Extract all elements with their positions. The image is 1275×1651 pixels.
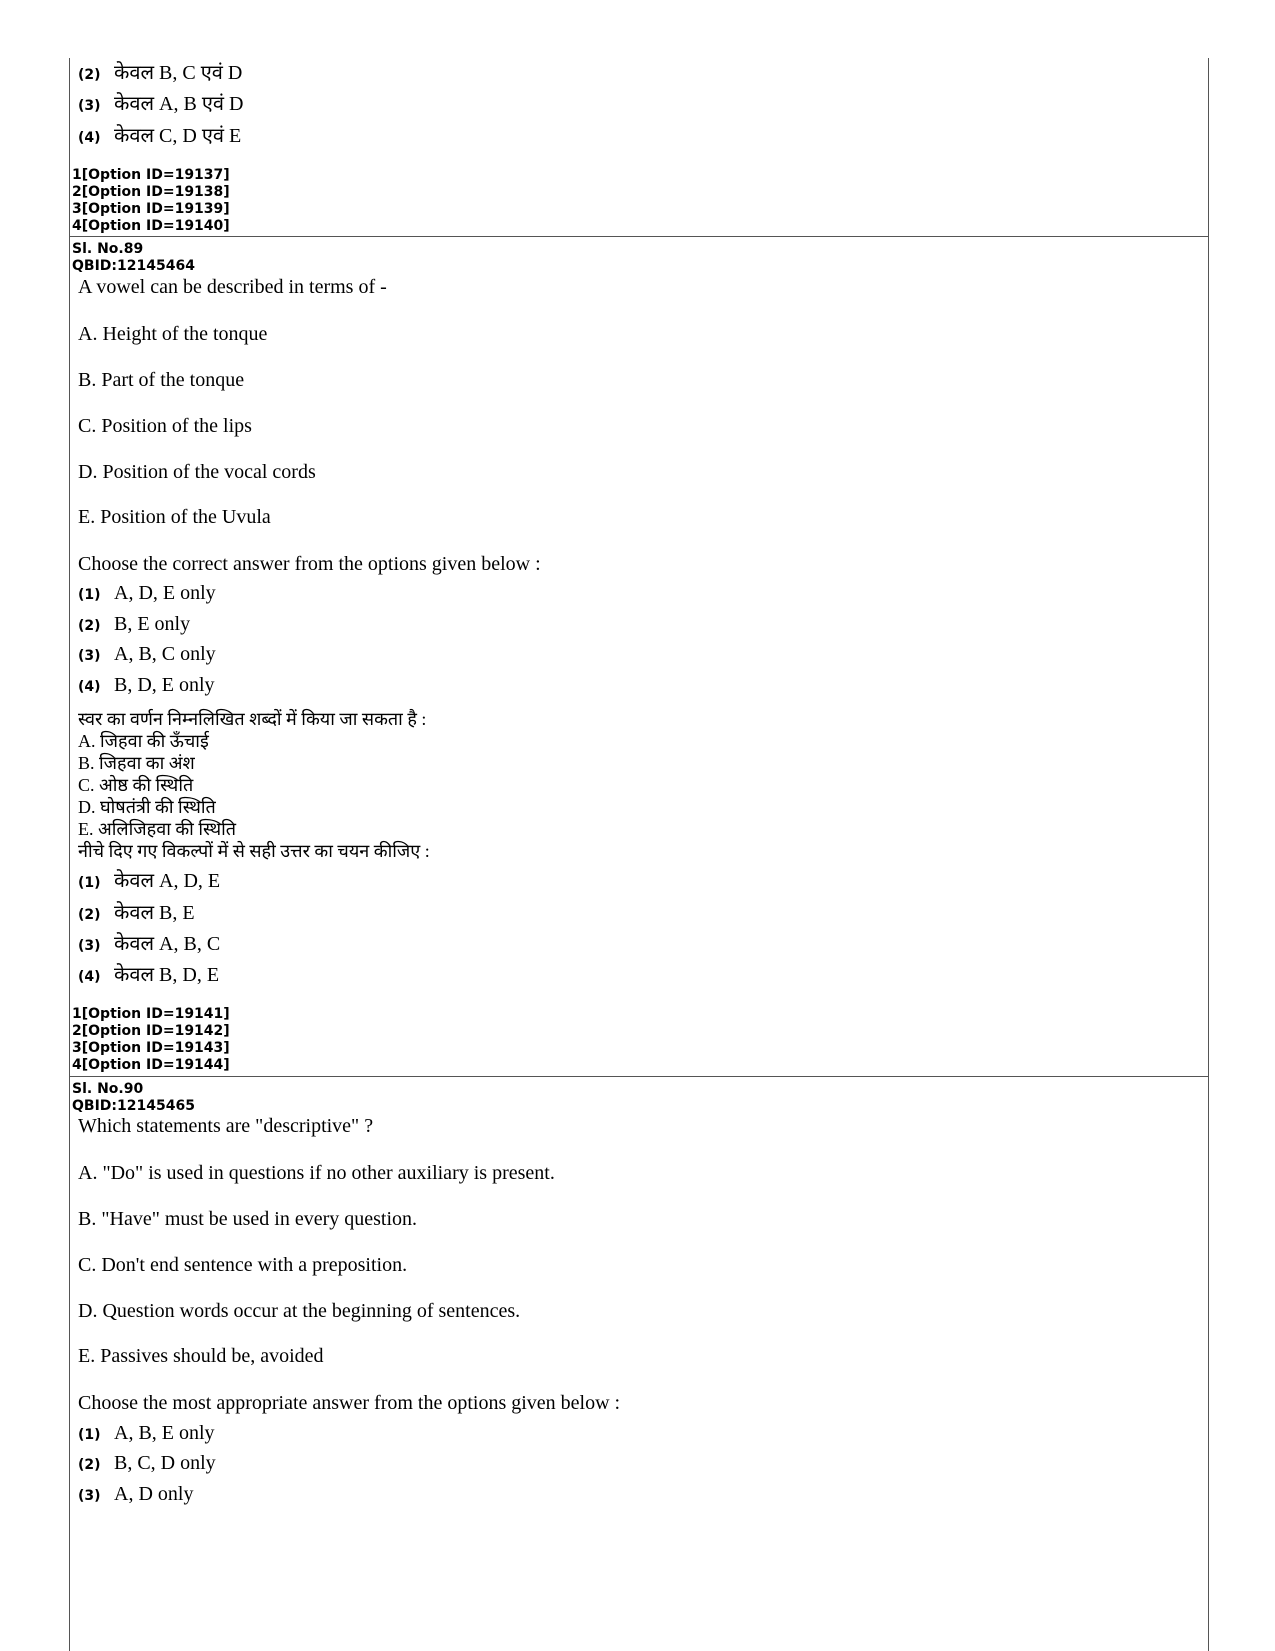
option-number: (4): [78, 969, 101, 985]
option-number: (4): [78, 679, 101, 695]
option-id: 2[Option ID=19142]: [72, 1023, 230, 1039]
option-number: (1): [78, 875, 101, 891]
option-number: (2): [78, 618, 101, 634]
option-number: (2): [78, 907, 101, 923]
q90-statement-a: A. "Do" is used in questions if no other auxiliary is present.: [78, 1162, 555, 1184]
option-text: केवल A, B एवं D: [114, 93, 244, 115]
q90-option-2: [78, 1452, 216, 1475]
q89-hindi-statement-d: D. घोषतंत्री की स्थिति: [78, 797, 216, 817]
prev-hindi-option-2: [78, 58, 242, 85]
option-text: A, B, E only: [114, 1422, 215, 1444]
serial-number: Sl. No.90: [72, 1081, 144, 1097]
question-divider: [69, 236, 1208, 237]
option-text: B, C, D only: [114, 1452, 216, 1474]
q89-option-ids: [72, 1006, 230, 1074]
q89-hindi-option-2: [78, 898, 195, 925]
option-text: A, D only: [114, 1483, 194, 1505]
option-number: (2): [78, 1457, 101, 1473]
q89-option-3: [78, 643, 216, 666]
option-id: 1[Option ID=19141]: [72, 1006, 230, 1022]
q89-statement-b: B. Part of the tonque: [78, 369, 245, 391]
q89-hindi-statement-b: B. जिहवा का अंश: [78, 753, 195, 773]
option-text: केवल B, C एवं D: [114, 62, 243, 84]
q90-header: [72, 1081, 195, 1115]
option-text: B, D, E only: [114, 674, 215, 696]
prev-option-ids: [72, 167, 230, 235]
q89-option-2: [78, 613, 190, 636]
q89-instruction: Choose the correct answer from the options given below :: [78, 553, 541, 575]
option-text: केवल B, D, E: [114, 964, 220, 986]
q89-hindi-statement-a: A. जिहवा की ऊँचाई: [78, 731, 209, 751]
option-number: (3): [78, 1488, 101, 1504]
option-id: 4[Option ID=19140]: [72, 218, 230, 234]
serial-number: Sl. No.89: [72, 241, 144, 257]
q89-hindi-option-4: [78, 960, 219, 987]
q89-statement-d: D. Position of the vocal cords: [78, 461, 316, 483]
q90-statement-e: E. Passives should be, avoided: [78, 1345, 324, 1367]
q90-stem: Which statements are "descriptive" ?: [78, 1115, 374, 1137]
option-id: 3[Option ID=19143]: [72, 1040, 230, 1056]
q89-stem: A vowel can be described in terms of -: [78, 276, 387, 298]
prev-hindi-option-3: [78, 89, 243, 116]
q89-hindi-instruction: नीचे दिए गए विकल्पों में से सही उत्तर का चयन कीजिए :: [78, 841, 430, 861]
q89-statement-a: A. Height of the tonque: [78, 323, 268, 345]
option-text: केवल B, E: [114, 902, 195, 924]
q90-option-3: [78, 1483, 193, 1506]
q89-hindi-option-1: [78, 866, 220, 893]
q89-hindi-statement-c: C. ओष्ठ की स्थिति: [78, 775, 194, 795]
q89-statement-c: C. Position of the lips: [78, 415, 252, 437]
option-text: केवल A, D, E: [114, 870, 221, 892]
option-text: A, D, E only: [114, 582, 216, 604]
option-number: (3): [78, 98, 101, 114]
option-number: (1): [78, 1427, 101, 1443]
option-text: केवल A, B, C: [114, 933, 221, 955]
q89-header: [72, 241, 195, 275]
option-number: (1): [78, 587, 101, 603]
question-divider: [69, 1076, 1208, 1077]
q89-option-4: [78, 674, 215, 697]
option-id: 2[Option ID=19138]: [72, 184, 230, 200]
option-id: 1[Option ID=19137]: [72, 167, 230, 183]
q89-option-1: [78, 582, 216, 605]
q89-hindi-statement-e: E. अलिजिहवा की स्थिति: [78, 819, 237, 839]
option-text: A, B, C only: [114, 643, 216, 665]
q89-hindi-stem: स्वर का वर्णन निम्नलिखित शब्दों में किया जा सकता है :: [78, 709, 427, 729]
q90-instruction: Choose the most appropriate answer from the options given below :: [78, 1392, 621, 1414]
q90-option-1: [78, 1422, 215, 1445]
option-id: 3[Option ID=19139]: [72, 201, 230, 217]
qbid: QBID:12145464: [72, 258, 195, 274]
option-number: (2): [78, 67, 101, 83]
option-number: (3): [78, 648, 101, 664]
q89-statement-e: E. Position of the Uvula: [78, 506, 271, 528]
option-text: केवल C, D एवं E: [114, 125, 242, 147]
q90-statement-b: B. "Have" must be used in every question.: [78, 1208, 418, 1230]
option-text: B, E only: [114, 613, 191, 635]
qbid: QBID:12145465: [72, 1098, 195, 1114]
q90-statement-c: C. Don't end sentence with a preposition.: [78, 1254, 408, 1276]
option-number: (3): [78, 938, 101, 954]
prev-hindi-option-4: [78, 121, 241, 148]
q90-statement-d: D. Question words occur at the beginning of sentences.: [78, 1300, 521, 1322]
option-number: (4): [78, 130, 101, 146]
option-id: 4[Option ID=19144]: [72, 1057, 230, 1073]
q89-hindi-option-3: [78, 929, 220, 956]
